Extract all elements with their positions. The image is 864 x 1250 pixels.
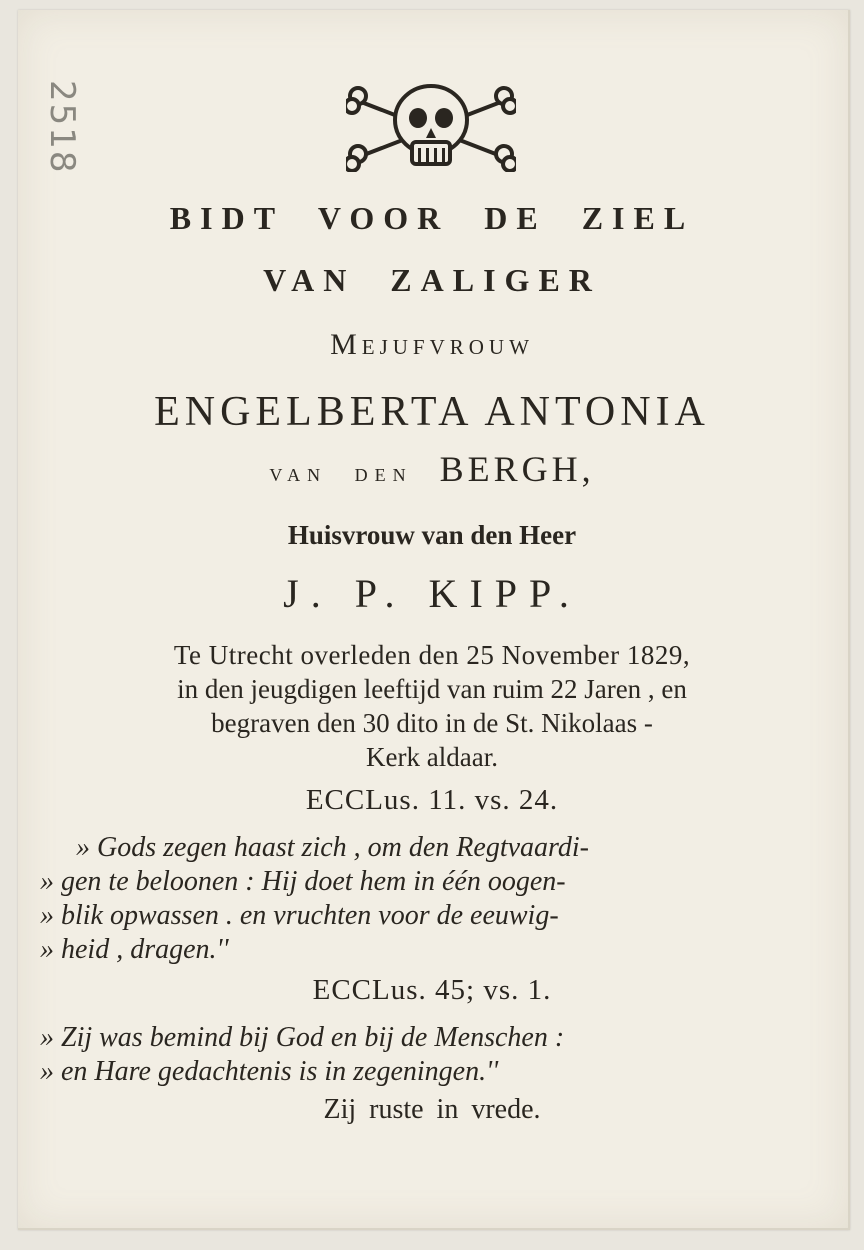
quote-line: » en Hare gedachtenis is in zegeningen.'' (40, 1056, 499, 1087)
spouse-name: J. P. KIPP. (283, 571, 581, 616)
surname-prefix: van den (269, 458, 413, 487)
deceased-given-names: ENGELBERTA ANTONIA (154, 389, 710, 435)
skull-and-crossbones-icon (346, 80, 516, 172)
quote-line: » blik opwassen . en vruchten voor de eeuwig- (40, 900, 559, 931)
quote-line: » Zij was bemind bij God en bij de Menschen : (40, 1022, 565, 1053)
scripture-reference: ECCLus. 11. vs. 24. (305, 784, 559, 816)
title-mejufvrouw: Mejufvrouw (330, 328, 534, 361)
inventory-number: 2518 (42, 80, 82, 175)
quote-line: » heid , dragen.'' (40, 934, 229, 965)
spouse-prefix: Huisvrouw van den Heer (287, 520, 577, 550)
deceased-surname-line (0, 448, 864, 490)
quote-line: » gen te beloonen : Hij doet hem in één oogen- (40, 866, 566, 897)
closing-prayer: Zij ruste in vrede. (323, 1094, 541, 1125)
death-details-line: in den jeugdigen leeftijd van ruim 22 Jaren , en (177, 674, 687, 704)
quote-line: » Gods zegen haast zich , om den Regtvaardi- (76, 832, 589, 863)
death-details-line: Te Utrecht overleden den 25 November 1829, (173, 640, 691, 670)
scripture-reference: ECCLus. 45; vs. 1. (312, 974, 552, 1006)
surname: BERGH, (439, 449, 595, 489)
heading-pray: BIDT VOOR DE ZIEL (169, 200, 695, 236)
death-details-line: Kerk aldaar. (366, 742, 498, 772)
death-details-line: begraven den 30 dito in de St. Nikolaas - (211, 708, 653, 738)
heading-blessed: VAN ZALIGER (263, 262, 601, 298)
